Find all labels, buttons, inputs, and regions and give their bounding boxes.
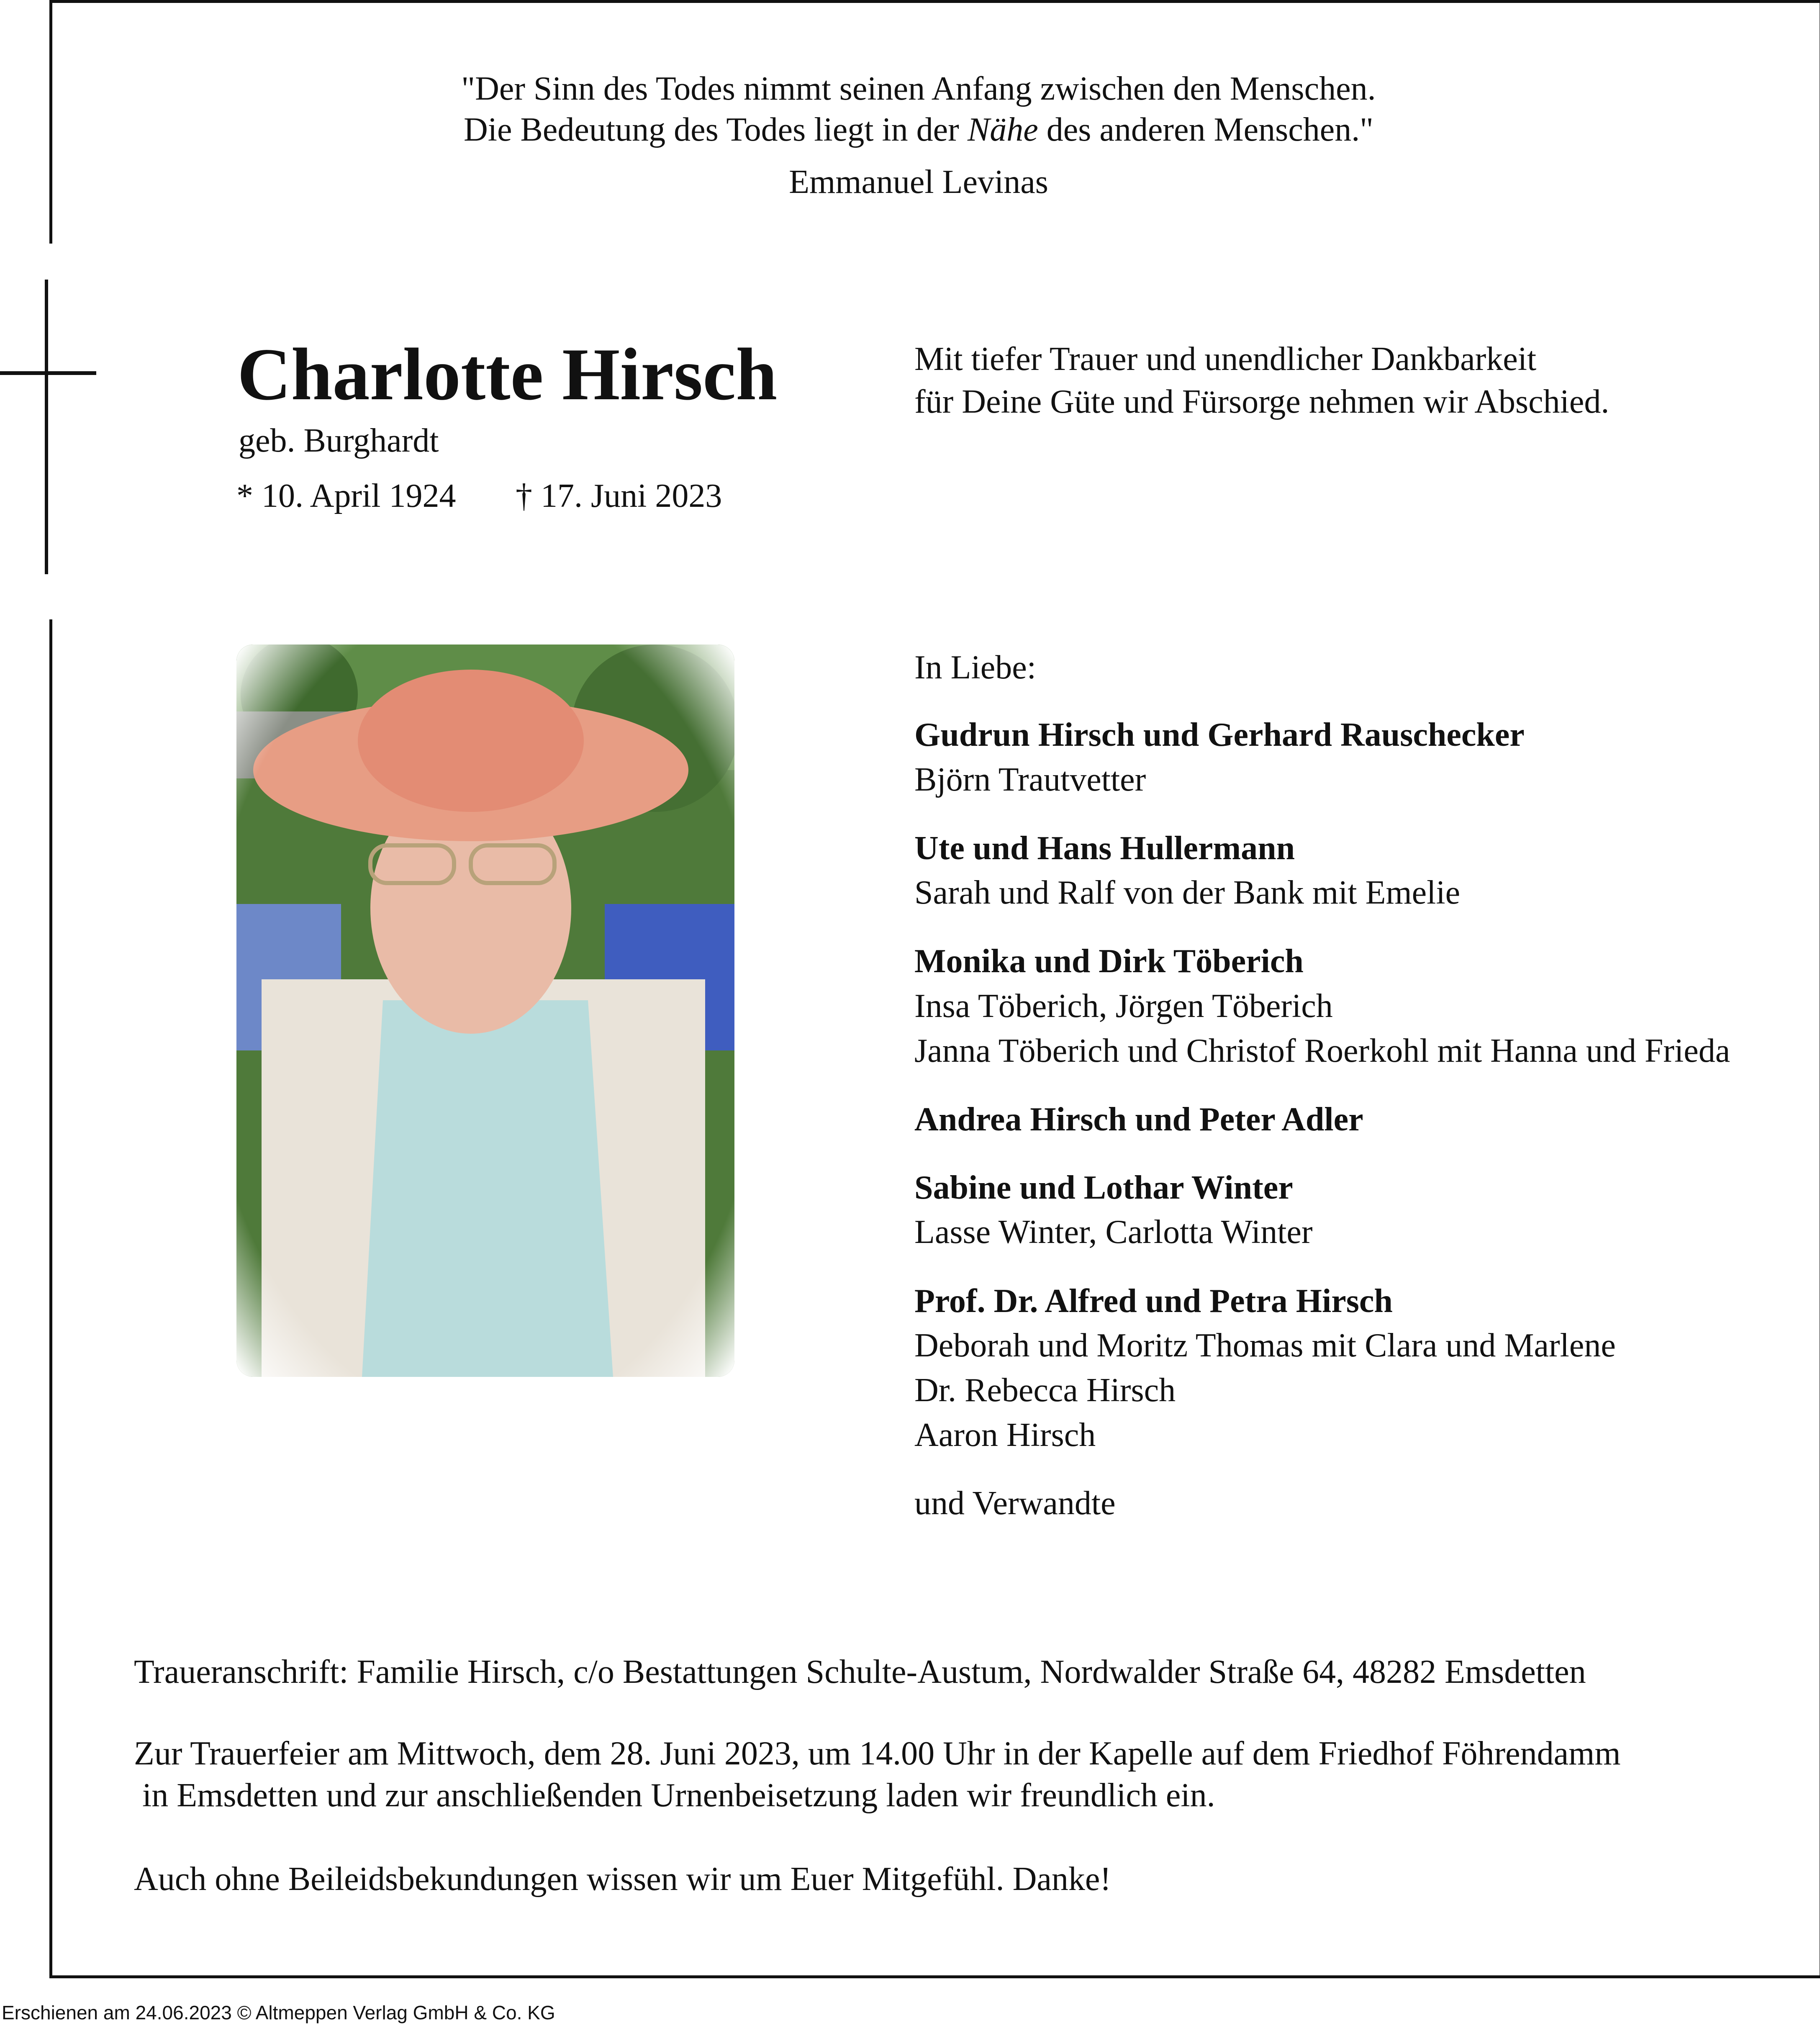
mourners-intro: In Liebe: <box>914 649 1036 686</box>
mourner-line: Aaron Hirsch <box>914 1417 1096 1453</box>
ceremony-line-2: in Emsdetten und zur anschließenden Urnenbeisetzung laden wir freundlich ein. <box>134 1777 1215 1814</box>
quote-author: Emmanuel Levinas <box>789 164 1048 200</box>
birth-name: geb. Burghardt <box>239 422 439 459</box>
quote-line-1: "Der Sinn des Todes nimmt seinen Anfang zwischen den Menschen. <box>461 70 1376 107</box>
mourner-line: Deborah und Moritz Thomas mit Clara und Marlene <box>914 1327 1616 1364</box>
mourner-line: Lasse Winter, Carlotta Winter <box>914 1214 1313 1251</box>
mourner-group-head: Sabine und Lothar Winter <box>914 1169 1293 1206</box>
mourner-line: Dr. Rebecca Hirsch <box>914 1372 1176 1409</box>
border-bottom <box>49 1975 1820 1978</box>
mourner-group-head: Prof. Dr. Alfred und Petra Hirsch <box>914 1283 1393 1320</box>
mourner-line: Insa Töberich, Jörgen Töberich <box>914 988 1333 1025</box>
ceremony-line-1: Zur Trauerfeier am Mittwoch, dem 28. Juni 2023, um 14.00 Uhr in der Kapelle auf dem Friedhof Föhrendamm <box>134 1735 1621 1772</box>
message-line-1: Mit tiefer Trauer und unendlicher Dankbarkeit <box>914 341 1537 377</box>
death-date: † 17. Juni 2023 <box>516 478 722 514</box>
quote-line-2: Die Bedeutung des Todes liegt in der Nähe des anderen Menschen." <box>464 111 1373 148</box>
publication-footer: Erschienen am 24.06.2023 © Altmeppen Verlag GmbH & Co. KG <box>2 2002 555 2023</box>
thanks-line: Auch ohne Beileidsbekundungen wissen wir um Euer Mitgefühl. Danke! <box>134 1861 1112 1898</box>
border-top <box>49 0 1820 3</box>
mourner-line: Janna Töberich und Christof Roerkohl mit Hanna und Frieda <box>914 1032 1730 1069</box>
mourner-group-head: Monika und Dirk Töberich <box>914 943 1304 980</box>
mourner-group-head: Andrea Hirsch und Peter Adler <box>914 1101 1363 1138</box>
deceased-name: Charlotte Hirsch <box>237 333 778 416</box>
mourning-address: Traueranschrift: Familie Hirsch, c/o Bestattungen Schulte-Austum, Nordwalder Straße 64, 48282 Emsdetten <box>134 1654 1586 1690</box>
mourners-closing: und Verwandte <box>914 1485 1116 1522</box>
message-line-2: für Deine Güte und Fürsorge nehmen wir Abschied. <box>914 383 1610 420</box>
birth-date: * 10. April 1924 <box>236 478 456 514</box>
mourner-group-head: Ute und Hans Hullermann <box>914 830 1295 867</box>
mourner-line: Björn Trautvetter <box>914 761 1146 798</box>
mourner-group-head: Gudrun Hirsch und Gerhard Rauschecker <box>914 716 1525 753</box>
border-left-lower <box>49 619 52 1978</box>
border-left-upper <box>49 0 52 244</box>
mourner-line: Sarah und Ralf von der Bank mit Emelie <box>914 874 1461 911</box>
portrait-photo <box>236 645 734 1377</box>
